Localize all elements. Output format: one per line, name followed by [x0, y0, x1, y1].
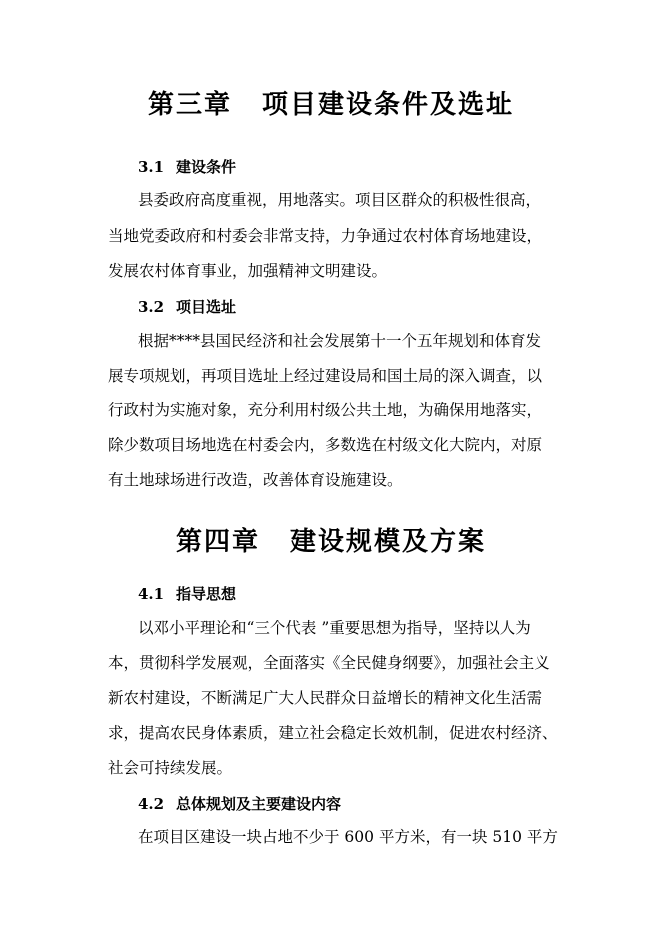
section-title: 总体规划及主要建设内容 — [176, 795, 342, 813]
paragraph-line: 求，提高农民身体素质，建立社会稳定长效机制，促进农村经济、 — [108, 724, 558, 742]
paragraph-line: 当地党委政府和村委会非常支持，力争通过农村体育场地建设， — [108, 227, 543, 245]
paragraph-line: 县委政府高度重视，用地落实。项目区群众的积极性很高， — [138, 191, 542, 209]
chapter-4-title — [0, 521, 662, 558]
section-3-1-heading — [138, 156, 236, 177]
section-number: 4.2 — [138, 795, 165, 813]
section-title: 建设条件 — [176, 158, 237, 176]
chapter-4-name: 建设规模及方案 — [290, 527, 487, 557]
paragraph-line: 根据****县国民经济和社会发展第十一个五年规划和体育发 — [138, 332, 542, 350]
chapter-4-number: 第四章 — [175, 527, 260, 557]
chapter-3-number: 第三章 — [147, 90, 232, 120]
paragraph-line: 新农村建设，不断满足广大人民群众日益增长的精神文化生活需 — [108, 689, 543, 707]
paragraph-line: 行政村为实施对象，充分利用村级公共土地，为确保用地落实， — [108, 401, 543, 419]
chapter-3-title — [0, 84, 662, 121]
section-4-2-heading — [138, 793, 341, 814]
section-title: 指导思想 — [176, 585, 237, 603]
paragraph-line: 除少数项目场地选在村委会内，多数选在村级文化大院内，对原 — [108, 436, 543, 454]
chapter-3-name: 项目建设条件及选址 — [262, 90, 515, 120]
section-number: 3.1 — [138, 158, 165, 176]
paragraph-line: 展专项规划，再项目选址上经过建设局和国土局的深入调查，以 — [108, 367, 543, 385]
paragraph-line: 有土地球场进行改造，改善体育设施建设。 — [108, 471, 403, 489]
paragraph-line: 本，贯彻科学发展观，全面落实《全民健身纲要》，加强社会主义 — [108, 654, 550, 672]
paragraph-line: 发展农村体育事业，加强精神文明建设。 — [108, 262, 388, 280]
section-number: 4.1 — [138, 585, 165, 603]
paragraph-line: 以邓小平理论和“三个代表 ”重要思想为指导，坚持以人为 — [138, 619, 531, 637]
paragraph-line: 社会可持续发展。 — [108, 759, 233, 777]
section-title: 项目选址 — [176, 298, 237, 316]
section-number: 3.2 — [138, 298, 165, 316]
section-4-1-heading — [138, 583, 236, 604]
section-3-2-heading — [138, 296, 236, 317]
paragraph-line: 在项目区建设一块占地不少于 600 平方米，有一块 510 平方 — [138, 828, 558, 846]
